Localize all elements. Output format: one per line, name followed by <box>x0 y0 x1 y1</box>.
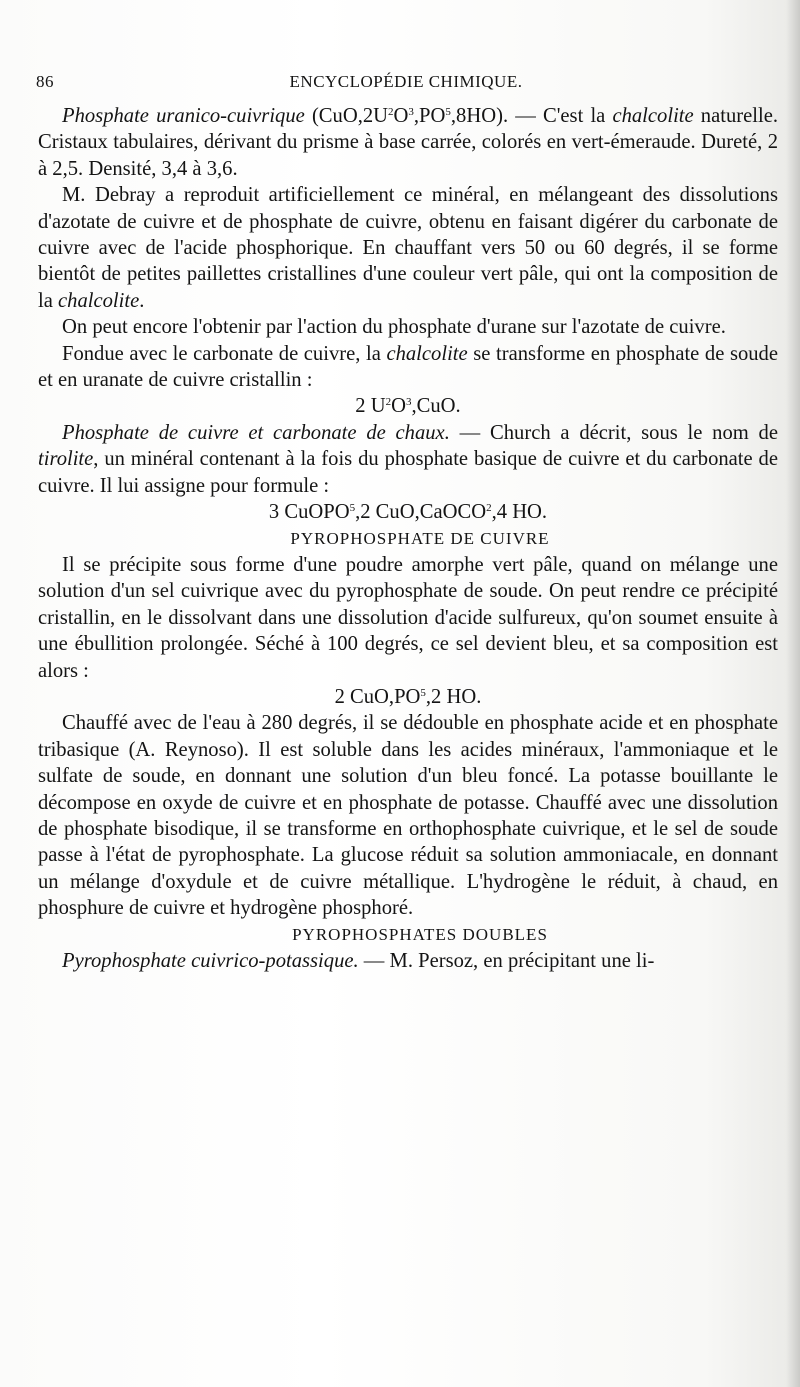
section-title-pyrophosphate: PYROPHOSPHATE DE CUIVRE <box>290 528 550 548</box>
mineral-name: chalcolite <box>386 342 468 365</box>
section-title-pyrophosphates-doubles: PYROPHOSPHATES DOUBLES <box>292 924 548 944</box>
formula-uranate: 2 $U^2O^3,CuO$. <box>355 395 461 418</box>
paragraph-precipite: Il se précipite sous forme d'une poudre amorphe vert pâle, quand on mélange une solution d'un sel cuivrique avec du pyrophosphate de soude. On peut rendre ce précipité cristallin, en le dissolvant dans une dissolution d'acide sulfureux, qu'on soumet ensuite à une ébullition prolongée. Séché à 100 degrés, ce sel devient bleu, et sa composition est alors : <box>38 553 778 682</box>
paragraph-chalcolite: Phosphate uranico-cuivrique $(CuO,2U^2O^3,PO^5,8HO)$. — C'est la chalcolite naturelle. Cristaux tabulaires, dérivant du prisme à base carrée, colorés en vert-émeraude. Dureté, 2 à 2,5. Densité, 3,4 à 3,6. <box>38 105 778 180</box>
page-body <box>38 103 778 974</box>
page-edge-shadow <box>786 0 800 1387</box>
paragraph-debray: M. Debray a reproduit artificiellement ce minéral, en mélangeant des dissolutions d'azotate de cuivre et de phosphate de cuivre, obtenu en faisant digérer du carbonate de cuivre avec de l'acide phosphorique. En chauffant vers 50 ou 60 degrés, il se forme bientôt de petites paillettes cristallines d'une couleur vert pâle, qui ont la composition de la chalcolite. <box>38 184 778 312</box>
formula-pyrophosphate: 2 $CuO,PO^5,2$ HO. <box>334 685 482 708</box>
page-header <box>36 72 776 98</box>
mineral-name: chalcolite <box>58 289 140 312</box>
entry-title: Phosphate de cuivre et carbonate de chaux. <box>62 421 450 444</box>
paragraph-persoz: Pyrophosphate cuivrico-potassique. — M. Persoz, en précipitant une li- <box>62 950 655 972</box>
mineral-name: tirolite <box>38 448 94 471</box>
paragraph-chauffe: Chauffé avec de l'eau à 280 degrés, il se dédouble en phosphate acide et en phosphate tribasique (A. Reynoso). Il est soluble dans les acides minéraux, l'ammoniaque et le sulfate de soude, en donnant une solution d'un bleu foncé. La potasse bouillante le décompose en oxyde de cuivre et en phosphate de potasse. Chauffé avec une dissolution de phosphate bisodique, il se transforme en orthophosphate cuivrique, et le sel de soude passe à l'état de pyrophosphate. La glucose réduit sa solution ammoniacale, en donnant un mélange d'oxydule et de cuivre métallique. L'hydrogène le réduit, à chaud, en phosphure de cuivre et hydrogène phosphoré. <box>38 712 778 920</box>
paragraph-tirolite: Phosphate de cuivre et carbonate de chaux. — Church a décrit, sous le nom de tirolite, un minéral contenant à la fois du phosphate basique de cuivre et du carbonate de cuivre. Il lui assigne pour formule : <box>38 421 778 497</box>
entry-title: Pyrophosphate cuivrico-potassique. <box>62 950 359 972</box>
paragraph-urane: On peut encore l'obtenir par l'action du phosphate d'urane sur l'azotate de cuivre. <box>62 316 726 339</box>
mineral-name: chalcolite <box>612 105 694 127</box>
entry-title: Phosphate uranico-cuivrique <box>62 105 305 127</box>
running-title: ENCYCLOPÉDIE CHIMIQUE. <box>289 72 523 91</box>
paragraph-fondue: Fondue avec le carbonate de cuivre, la chalcolite se transforme en phosphate de soude et en uranate de cuivre cristallin : <box>38 342 778 392</box>
page-number: 86 <box>36 72 54 91</box>
formula-tirolite: 3 CuOPO$^5$,2 CuO,CaOCO$^2$,4 HO. <box>268 501 548 524</box>
